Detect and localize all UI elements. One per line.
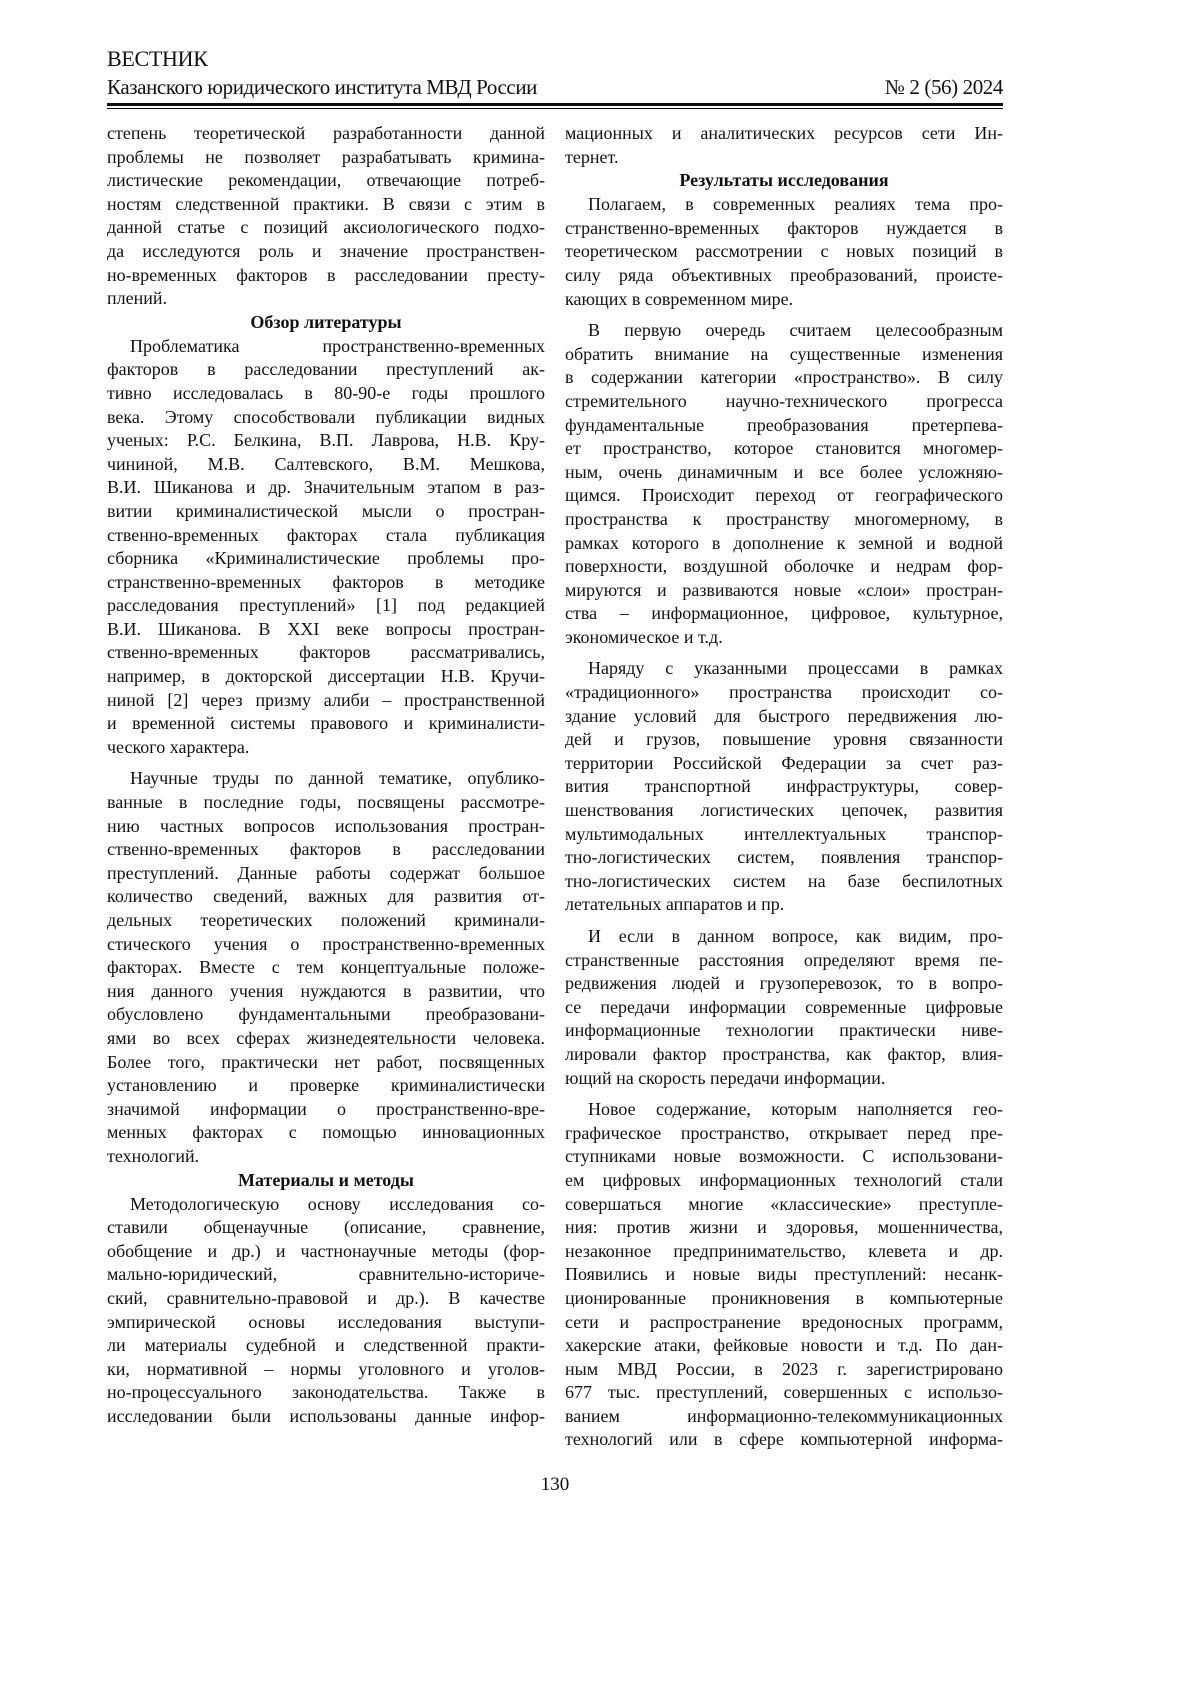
text-line: летательных аппаратов и пр. [565,893,1003,917]
text-line: незаконное предпринимательство, клевета и др. [565,1240,1003,1264]
text-line: исследовании были использованы данные инфор- [107,1405,545,1429]
text-line: здание условий для быстрого передвижения лю- [565,705,1003,729]
paragraph [565,1098,1003,1452]
text-line: но-процессуального законодательства. Также в [107,1381,545,1405]
journal-subtitle: Казанского юридического института МВД России [107,75,537,100]
text-line: рамках которого в дополнение к земной и водной [565,532,1003,556]
text-line: силу ряда объективных преобразований, происте- [565,264,1003,288]
text-line: В.И. Шиканова. В XXI веке вопросы простран- [107,618,545,642]
paragraph [565,319,1003,649]
text-line: странственно-временных факторов в методике [107,571,545,595]
text-line: Новое содержание, которым наполняется гео- [565,1098,1003,1122]
text-line: информационные технологии практически ниве- [565,1019,1003,1043]
text-line: территории Российской Федерации за счет раз- [565,752,1003,776]
text-line: вития транспортной инфраструктуры, совер- [565,775,1003,799]
text-line: например, в докторской диссертации Н.В. Кручи- [107,665,545,689]
text-line: ученых: Р.С. Белкина, В.П. Лаврова, Н.В. Кру- [107,429,545,453]
text-line: обратить внимание на существенные изменения [565,343,1003,367]
text-line: технологий. [107,1145,545,1169]
text-line: чининой, М.В. Салтевского, В.М. Мешкова, [107,453,545,477]
text-line: нию частных вопросов использования простран- [107,815,545,839]
paragraph [565,657,1003,917]
text-line: преступлений. Данные работы содержат большое [107,862,545,886]
text-line: степень теоретической разработанности данной [107,122,545,146]
text-line: ет пространство, которое становится многомер- [565,437,1003,461]
text-line: тернет. [565,146,1003,170]
paragraph [107,122,545,311]
text-line: тно-логистических систем, появления транспор- [565,846,1003,870]
text-line: теоретическом рассмотрении с новых позиций в [565,240,1003,264]
text-line: ства – информационное, цифровое, культурное, [565,602,1003,626]
text-line: века. Этому способствовали публикации видных [107,406,545,430]
text-line: ния: против жизни и здоровья, мошенничества, [565,1216,1003,1240]
text-line: менных факторах с помощью инновационных [107,1121,545,1145]
text-line: ем цифровых информационных технологий стали [565,1169,1003,1193]
text-line: Научные труды по данной тематике, опублико- [107,767,545,791]
text-line: поверхности, воздушной оболочке и недрам фор- [565,555,1003,579]
text-line: ванные в последние годы, посвящены рассмотре- [107,791,545,815]
text-line: сети и распространение вредоносных программ, [565,1311,1003,1335]
text-line: Полагаем, в современных реалиях тема про- [565,193,1003,217]
header-rule [107,103,1003,109]
text-line: шенствования логистических цепочек, развития [565,799,1003,823]
text-line: ли материалы судебной и следственной практи- [107,1334,545,1358]
text-line: ным МВД России, в 2023 г. зарегистрировано [565,1358,1003,1382]
text-line: эмпирической основы исследования выступи- [107,1311,545,1335]
text-line: ционированные проникновения в компьютерные [565,1287,1003,1311]
right-column [565,122,1003,1452]
text-line: проблемы не позволяет разрабатывать кримина- [107,146,545,170]
page-number: 130 [0,1474,1110,1496]
text-line: ющий на скорость передачи информации. [565,1067,1003,1091]
text-line: да исследуются роль и значение пространствен- [107,240,545,264]
section-heading: Результаты исследования [565,169,1003,193]
text-line: технологий или в сфере компьютерной информа- [565,1428,1003,1452]
text-line: мационных и аналитических ресурсов сети Ин- [565,122,1003,146]
text-line: ки, нормативной – нормы уголовного и уголов- [107,1358,545,1382]
text-line: щимся. Происходит переход от географического [565,484,1003,508]
text-line: странственно-временных факторов нуждается в [565,217,1003,241]
text-line: обусловлено фундаментальными преобразовани- [107,1003,545,1027]
paragraph [107,335,545,760]
text-line: И если в данном вопросе, как видим, про- [565,925,1003,949]
text-line: «традиционного» пространства происходит со- [565,681,1003,705]
text-line: совершаться многие «классические» преступле- [565,1193,1003,1217]
text-line: ния данного учения нуждаются в развитии, что [107,980,545,1004]
text-line: ственно-временных факторов рассматривались, [107,641,545,665]
text-line: Методологическую основу исследования со- [107,1193,545,1217]
text-line: мально-юридический, сравнительно-историче- [107,1263,545,1287]
text-line: и временной системы правового и криминалисти- [107,712,545,736]
text-line: тивно исследовалась в 80-90-е годы прошлого [107,382,545,406]
text-line: стремительного научно-технического прогресса [565,390,1003,414]
issue-number: № 2 (56) 2024 [885,75,1003,100]
journal-title: ВЕСТНИК [107,46,208,72]
text-line: экономическое и т.д. [565,626,1003,650]
text-line: Наряду с указанными процессами в рамках [565,657,1003,681]
text-line: лировали фактор пространства, как фактор, влия- [565,1043,1003,1067]
paragraph [565,925,1003,1090]
text-line: сборника «Криминалистические проблемы про- [107,547,545,571]
text-line: но-временных факторов в расследовании престу- [107,264,545,288]
text-line: ственно-временных факторов в расследовании [107,838,545,862]
text-line: Появились и новые виды преступлений: несанк- [565,1263,1003,1287]
text-line: значимой информации о пространственно-вре- [107,1098,545,1122]
text-line: ниной [2] через призму алиби – пространственной [107,689,545,713]
text-line: ский, сравнительно-правовой и др.). В качестве [107,1287,545,1311]
text-line: стического учения о пространственно-временных [107,933,545,957]
text-line: витии криминалистической мысли о простран- [107,500,545,524]
text-line: данной статье с позиций аксиологического подхо- [107,216,545,240]
text-line: факторов в расследовании преступлений ак- [107,358,545,382]
paragraph [107,1193,545,1429]
paragraph [565,193,1003,311]
text-line: ным, очень динамичным и все более усложняю- [565,461,1003,485]
text-line: ностям следственной практики. В связи с этим в [107,193,545,217]
text-line: дей и грузов, повышение уровня связанности [565,728,1003,752]
text-line: ями во всех сферах жизнедеятельности человека. [107,1027,545,1051]
text-line: установлению и проверке криминалистически [107,1074,545,1098]
text-line: ванием информационно-телекоммуникационных [565,1405,1003,1429]
text-line: ческого характера. [107,736,545,760]
text-line: ставили общенаучные (описание, сравнение, [107,1216,545,1240]
text-line: обобщение и др.) и частнонаучные методы (фор- [107,1240,545,1264]
text-line: мируются и развиваются новые «слои» простран- [565,579,1003,603]
text-line: плений. [107,287,545,311]
text-line: факторах. Вместе с тем концептуальные положе- [107,956,545,980]
text-line: количество сведений, важных для развития от- [107,885,545,909]
text-line: мультимодальных интеллектуальных транспор- [565,823,1003,847]
text-line: В первую очередь считаем целесообразным [565,319,1003,343]
text-line: расследования преступлений» [1] под редакцией [107,594,545,618]
text-line: редвижения людей и грузоперевозок, то в вопро- [565,972,1003,996]
text-line: се передачи информации современные цифровые [565,996,1003,1020]
text-line: странственные расстояния определяют время пе- [565,949,1003,973]
text-line: Проблематика пространственно-временных [107,335,545,359]
text-line: графическое пространство, открывает перед пре- [565,1122,1003,1146]
text-line: дельных теоретических положений криминали- [107,909,545,933]
left-column [107,122,545,1428]
text-line: ступниками новые возможности. С использовани- [565,1145,1003,1169]
text-line: пространства к пространству многомерному, в [565,508,1003,532]
text-line: в содержании категории «пространство». В силу [565,366,1003,390]
text-line: 677 тыс. преступлений, совершенных с использо- [565,1381,1003,1405]
text-line: ственно-временных факторах стала публикация [107,524,545,548]
text-line: кающих в современном мире. [565,288,1003,312]
text-line: В.И. Шиканова и др. Значительным этапом в раз- [107,476,545,500]
text-line: фундаментальные преобразования претерпева- [565,414,1003,438]
section-heading: Материалы и методы [107,1169,545,1193]
paragraph [565,122,1003,169]
text-line: Более того, практически нет работ, посвященных [107,1051,545,1075]
text-line: тно-логистических систем на базе беспилотных [565,870,1003,894]
paragraph [107,767,545,1168]
section-heading: Обзор литературы [107,311,545,335]
text-line: хакерские атаки, фейковые новости и т.д. По дан- [565,1334,1003,1358]
text-line: листические рекомендации, отвечающие потреб- [107,169,545,193]
